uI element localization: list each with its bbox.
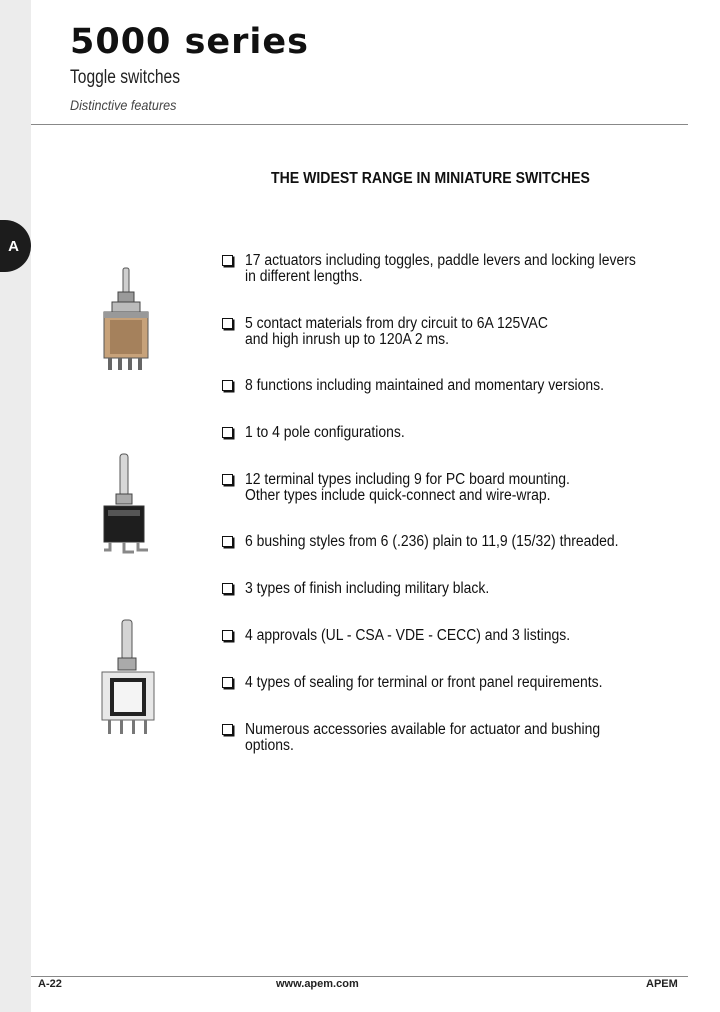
checkbox-bullet-icon [222,536,233,547]
feature-item [222,253,682,285]
header-divider [31,124,688,125]
feature-item [222,378,682,394]
checkbox-bullet-icon [222,583,233,594]
brand-name: APEM [646,978,678,990]
section-tab[interactable]: A [0,220,31,272]
feature-item [222,316,682,348]
left-margin-band [0,0,31,1012]
toggle-switch-image-1 [98,266,154,374]
checkbox-bullet-icon [222,318,233,329]
feature-item [222,425,682,441]
product-subtitle: Toggle switches [70,67,180,88]
checkbox-bullet-icon [222,630,233,641]
toggle-switch-image-2 [96,450,156,558]
feature-text: 3 types of finish including military black. [245,580,490,597]
feature-item [222,472,682,504]
feature-item [222,628,682,644]
section-label: Distinctive features [70,97,177,113]
feature-text: Numerous accessories available for actuator and bushing options. [245,721,601,754]
feature-text: 1 to 4 pole configurations. [245,424,405,441]
checkbox-bullet-icon [222,255,233,266]
feature-text: 4 approvals (UL - CSA - VDE - CECC) and 3 listings. [245,627,571,644]
checkbox-bullet-icon [222,474,233,485]
series-title: 5000 series [70,22,309,62]
feature-text: 12 terminal types including 9 for PC board mounting. Other types include quick-connect and wire-wrap. [245,471,570,504]
feature-text: 5 contact materials from dry circuit to 6A 125VAC and high inrush up to 120A 2 ms. [245,315,548,348]
feature-item [222,722,682,754]
feature-text: 8 functions including maintained and momentary versions. [245,377,605,394]
checkbox-bullet-icon [222,380,233,391]
page-number: A-22 [38,978,62,990]
toggle-switch-image-3 [96,616,160,738]
feature-text: 6 bushing styles from 6 (.236) plain to 11,9 (15/32) threaded. [245,533,619,550]
feature-item [222,581,682,597]
feature-text: 17 actuators including toggles, paddle levers and locking levers in different lengths. [245,252,636,285]
checkbox-bullet-icon [222,427,233,438]
feature-item [222,534,682,550]
website-link[interactable]: www.apem.com [276,978,359,990]
footer-divider [31,976,688,977]
headline: THE WIDEST RANGE IN MINIATURE SWITCHES [271,170,590,187]
feature-text: 4 types of sealing for terminal or front panel requirements. [245,674,603,691]
checkbox-bullet-icon [222,724,233,735]
feature-item [222,675,682,691]
checkbox-bullet-icon [222,677,233,688]
